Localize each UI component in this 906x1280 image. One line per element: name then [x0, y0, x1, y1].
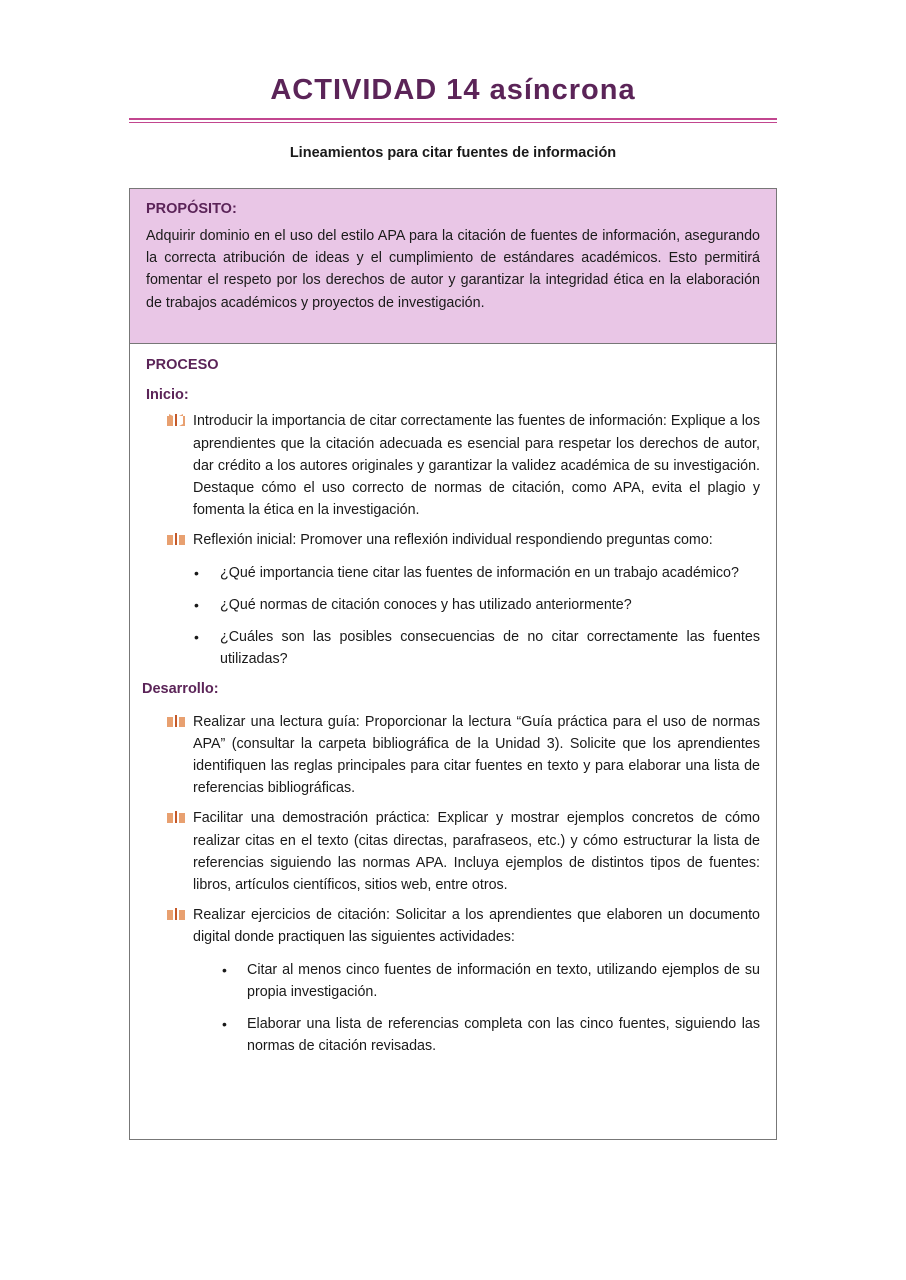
item-text: Reflexión inicial: Promover una reflexión individual respondiendo preguntas como: [193, 532, 713, 549]
activity-item [146, 1013, 760, 1057]
list-item [146, 410, 760, 521]
item-text: ¿Qué normas de citación conoces y has utilizado anteriormente? [220, 596, 632, 613]
inicio-label: Inicio: [146, 387, 189, 404]
book-icon [166, 714, 186, 728]
item-text: Facilitar una demostración práctica: Explicar y mostrar ejemplos concretos de cómo realizar citas en el texto (citas directas, parafraseos, etc.) y cómo estructurar la lista de referencias siguiendo las normas APA. Incluya ejemplos de distintos tipos de fuentes: libros, artículos científicos, sitios web, entre otros. [193, 810, 760, 894]
bullet: • [194, 629, 199, 646]
question-item [146, 562, 760, 584]
purpose-heading: PROPÓSITO: [146, 201, 237, 217]
subtitle: Lineamientos para citar fuentes de información [289, 145, 617, 161]
item-text: Introducir la importancia de citar correctamente las fuentes de información: Explique a los aprendientes que la citación adecuada es esencial para respetar los derechos de autor, dar crédito a los autores originales y garantizar la validez académica de su investigación. Destaque cómo el uso correcto de normas de citación, como APA, evita el plagio y fomenta la ética en la investigación. [193, 413, 760, 519]
book-icon [166, 532, 186, 546]
list-item [146, 904, 760, 948]
book-icon [166, 413, 186, 427]
process-section [130, 344, 776, 1057]
list-item [146, 807, 760, 896]
list-item [146, 711, 760, 800]
title-divider [129, 118, 777, 123]
bullet: • [222, 1016, 227, 1033]
desarrollo-label: Desarrollo: [142, 681, 219, 698]
book-icon [166, 810, 186, 824]
item-text: Realizar ejercicios de citación: Solicitar a los aprendientes que elaboren un documento digital donde practiquen las siguientes actividades: [193, 907, 760, 946]
item-text: Realizar una lectura guía: Proporcionar la lectura “Guía práctica para el uso de normas APA” (consultar la carpeta bibliográfica de la Unidad 3). Solicite que los aprendientes identifiquen las reglas principales para citar fuentes en texto y para elaborar una lista de referencias bibliográficas. [193, 713, 760, 797]
bullet: • [222, 961, 227, 978]
question-item [146, 594, 760, 616]
purpose-text: Adquirir dominio en el uso del estilo APA para la citación de fuentes de información, asegurando la correcta atribución de ideas y el cumplimiento de estándares académicos. Esto permitirá fomentar el respeto por los derechos de autor y garantizar la integridad ética en la elaboración de trabajos académicos y proyectos de investigación. [146, 228, 760, 311]
bullet: • [194, 596, 199, 613]
activity-table [129, 188, 777, 1140]
item-text: ¿Cuáles son las posibles consecuencias de no citar correctamente las fuentes utilizadas? [220, 629, 760, 668]
bullet: • [194, 564, 199, 581]
activity-item [146, 959, 760, 1003]
item-text: Citar al menos cinco fuentes de información en texto, utilizando ejemplos de su propia investigación. [247, 961, 760, 1000]
book-icon [166, 907, 186, 921]
page-title: ACTIVIDAD 14 asíncrona [270, 74, 636, 106]
question-item [146, 626, 760, 670]
purpose-section [130, 189, 776, 344]
item-text: Elaborar una lista de referencias completa con las cinco fuentes, siguiendo las normas de citación revisadas. [247, 1016, 760, 1055]
list-item [146, 529, 760, 551]
item-text: ¿Qué importancia tiene citar las fuentes de información en un trabajo académico? [220, 564, 739, 581]
process-heading: PROCESO [146, 357, 219, 373]
